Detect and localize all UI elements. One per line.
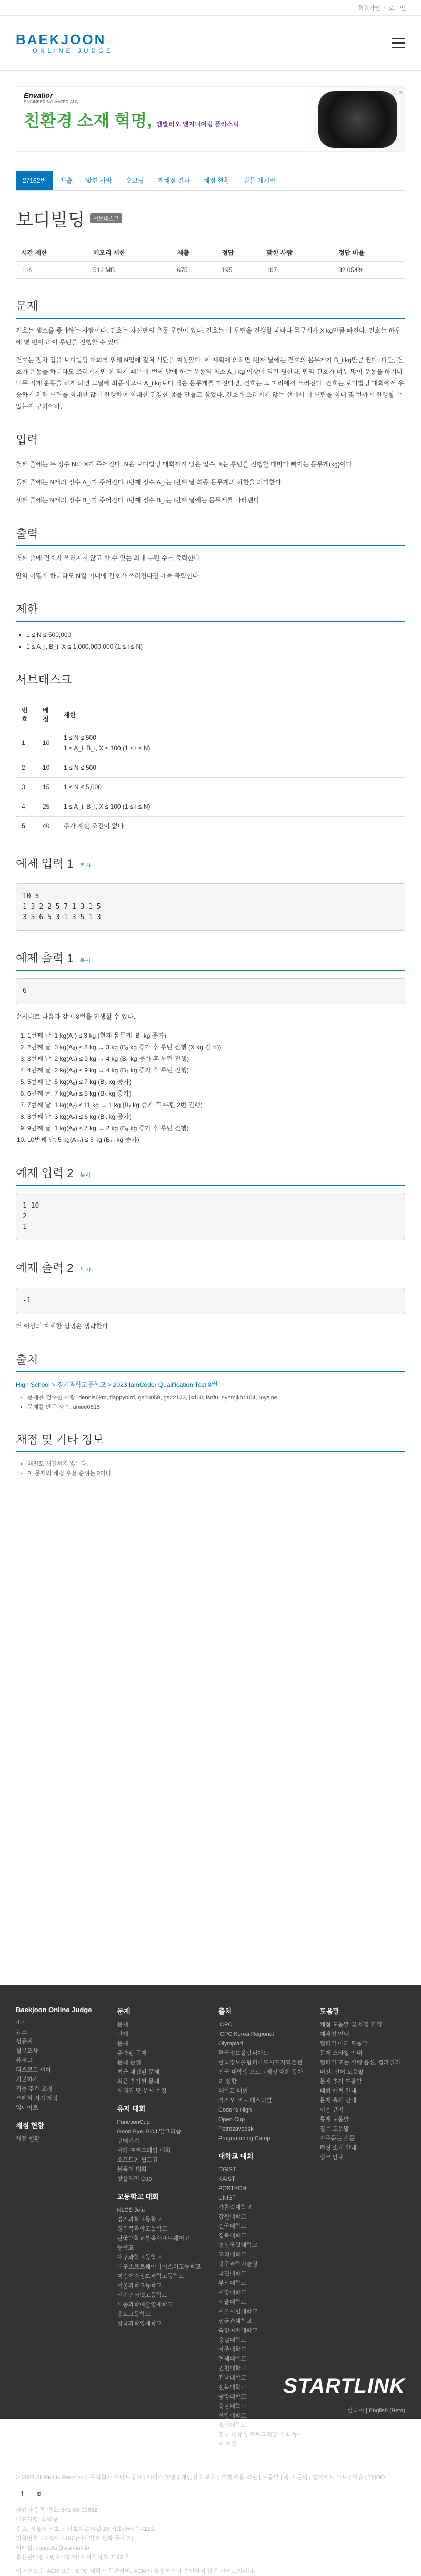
footer-link[interactable]: 국민대학교 (218, 2271, 247, 2277)
footer-link[interactable]: 최근 채점된 문제 (117, 2069, 159, 2075)
subtask-score: 15 (37, 778, 58, 797)
top-bar (0, 0, 421, 16)
footer-link[interactable]: 채점 현황 (16, 2136, 40, 2142)
tags-block (16, 1459, 405, 1478)
footer-link[interactable]: 소개 (16, 2020, 27, 2026)
limit-list (26, 629, 405, 652)
list-item: • 문제를 만든 사람: ahiee0815 (27, 1403, 405, 1412)
signup-link[interactable]: 회원가입 (358, 5, 381, 12)
copy-button[interactable]: 복사 (79, 1172, 91, 1179)
subtask-header: 제한 (58, 701, 405, 728)
subtask-limit: 1 ≤ A_i, B_i, X ≤ 100 (1 ≤ i ≤ N) (58, 797, 405, 817)
info-cell: 1 초 (16, 261, 88, 279)
section-description-heading: 문제 (16, 297, 405, 319)
footer-link[interactable]: 고려대학교 (218, 2252, 247, 2258)
sample-input-1-heading (16, 855, 405, 876)
info-header: 제출 (172, 244, 217, 262)
copy-button[interactable]: 복사 (79, 958, 91, 964)
footer-link[interactable]: 한양대학교 (218, 2413, 247, 2419)
ad-brand-sub: ENGINEERING MATERIALS (24, 100, 78, 104)
source-link[interactable]: High School > 경기과학고등학교 > 2023 IamCoder Qualification Test 8번 (16, 1381, 218, 1388)
footer-link[interactable]: 충남대학교 (218, 2403, 247, 2410)
footer-link[interactable]: 성균관대학교 (218, 2318, 252, 2324)
footer-link[interactable]: 연세대학교 (218, 2356, 247, 2362)
info-header: 메모리 제한 (88, 244, 172, 262)
copyright: © 2023 All Rights Reserved. 주식회사 스타트링크 | 서비스 약관 | 개인정보 보호 | 결제 이용 약관 | 도움말 | 광고 문의 | 업데이트 노트 | 이슈 | TODO (16, 2474, 385, 2481)
tab-submit[interactable]: 제출 (59, 177, 73, 184)
header (0, 16, 421, 71)
footer-link[interactable]: 숭실대학교 (218, 2337, 247, 2343)
info-cell[interactable]: 167 (261, 261, 333, 279)
footer-link[interactable]: 강원대학교 (218, 2214, 247, 2220)
footer-link[interactable]: 재채점 안내 (319, 2031, 349, 2037)
footer-link[interactable]: 숙명여자대학교 (218, 2328, 258, 2334)
subtask-limit-line: 1 ≤ A_i, B_i, X ≤ 100 (1 ≤ i ≤ N) (64, 744, 151, 752)
ad-close-icon[interactable]: ⓘ ✕ (391, 90, 403, 96)
footer-link[interactable]: 구데기컵 (117, 2138, 140, 2144)
section-input-heading: 입력 (16, 431, 405, 452)
logo-main: BAEKJOON (16, 32, 106, 47)
ad-image (318, 91, 397, 148)
description-paragraph: 건호는 점차 입을 보디빌딩 대회를 위해 N일에 걸쳐 식단을 짜놓았다. 이 계획에 의하면 i번째 날에는 건호의 몸무게가 B_i kg만큼 찐다. 다만, 건호가 운동을 하더라도 쓰러지지만 한 되기 때문에 i번째 날에 하는 운동의 최소 A_i kg 이상이 되길 원한다. 만약 건호가 너무 많이 운동을 하거나 너무 적게 운동을 하게 되면 그날에 최종적으로 A_i kg보다 작은 몸무게를 가진다면, 건호는 그 자리에서 쓰러진다. 건호는 보디빌딩 대회에서 우승하기 위해 루틴을 최대한 많이 진행하여 최대한 건강한 몸을 만들고 싶었다. 건호가 쓰러지지 않는 선에서 이 루틴을 최대 몇 번까지 진행할 수 있는지 구하여라. (16, 356, 404, 410)
subtask-badge[interactable]: 서브태스크 (90, 213, 122, 223)
footer-col-title: 도움말 (319, 2007, 340, 2015)
subtask-score: 40 (37, 817, 58, 836)
tab-solvers[interactable]: 맞힌 사람 (86, 177, 112, 184)
language-selector[interactable]: 한국어 | English (Beta) (347, 2408, 405, 2414)
list-item: • 이 문제의 채점 우선 순위는 2이다. (27, 1469, 405, 1478)
footer-link[interactable]: 채점 도움말 및 채점 환경 (319, 2022, 382, 2028)
input-paragraph: 둘째 줄에는 N개의 정수 A_i가 주어진다. i번째 정수 A_i는 i번째 날 최종 몸무게의 하한을 의미한다. (16, 479, 283, 486)
footer-col-boj (16, 2006, 102, 2449)
footer-link[interactable]: 가톨릭대학교 (218, 2204, 252, 2211)
subtask-no: 3 (16, 778, 37, 797)
copy-button[interactable]: 복사 (79, 1267, 91, 1274)
footer-link[interactable]: 문제 스타일 안내 (319, 2050, 362, 2056)
section-limit-heading: 제한 (16, 601, 405, 622)
ad-brand: Envalior (24, 91, 53, 100)
footer-link[interactable]: 서울시립대학교 (218, 2309, 258, 2315)
startlink-logo[interactable]: STARTLINK (283, 2374, 405, 2398)
ad-text-green: 친환경 소재 혁명, (24, 111, 152, 130)
sample-input-2-heading (16, 1165, 405, 1186)
footer-link[interactable]: 중앙대학교 (218, 2394, 247, 2400)
footer-link[interactable]: Petrozavodsk (218, 2126, 254, 2132)
sample-input-1-title: 예제 입력 1 (16, 857, 74, 870)
subtask-header: 배점 (37, 701, 58, 728)
footer-link[interactable]: Good Bye, BOJ 알고리즘 (117, 2129, 182, 2135)
footer-link[interactable]: 링크 안내 (319, 2154, 344, 2161)
github-icon[interactable]: ⊙ (33, 2488, 45, 2500)
footer-link[interactable]: UNIST (218, 2195, 236, 2201)
info-cell: 195 (216, 261, 261, 279)
section-subtask-heading: 서브태스크 (16, 671, 405, 692)
footer-link[interactable]: 컴파일 또는 실행 옵션, 컴파일러 버전, 언어 도움말 (319, 2060, 400, 2075)
footer-link[interactable]: 경기북과학고등학교 (117, 2226, 168, 2232)
footer (0, 1985, 421, 2574)
footer-link[interactable]: 선린인터넷고등학교 (117, 2292, 168, 2299)
footer-link[interactable]: 카카오 코드 페스티벌 (218, 2097, 272, 2104)
footer-link[interactable]: 단계 (117, 2031, 128, 2037)
output-paragraph: 첫째 줄에 건호가 쓰러지지 않고 할 수 있는 최대 루틴 수를 출력한다. (16, 554, 202, 562)
table-row (16, 817, 405, 836)
subtask-no: 2 (16, 758, 37, 778)
footer-link[interactable]: FunctionCup (117, 2119, 150, 2125)
list-item: • 문제를 검수한 사람: dennis6km, flappybird, gs20059, gs22123, jkd10, lsdfu, nyhmjkh1104, roysine (27, 1393, 405, 1403)
subtask-limit: 1 ≤ N ≤ 5,000 (58, 778, 405, 797)
tab-problem[interactable]: 27162번 (16, 171, 53, 190)
info-header: 정답 비율 (333, 244, 405, 262)
sample-output-2-title: 예제 출력 2 (16, 1261, 74, 1275)
footer-link[interactable]: 한국정보올림피아드 (218, 2050, 269, 2056)
footer-link[interactable]: 소프트콘 월드컵 (117, 2157, 158, 2163)
footer-link[interactable]: 송도고등학교 (117, 2311, 151, 2318)
problem-title: 보디빌딩 (16, 210, 85, 230)
footer-link[interactable]: 전국 대학생 프로그래밍 대회 동아리 연합 (218, 2069, 303, 2085)
table-row (16, 728, 405, 758)
footer-col-title: 출처 (218, 2007, 232, 2015)
footer-link[interactable]: Olympiad (218, 2041, 243, 2047)
footer-col-title: 고등학교 대회 (117, 2193, 159, 2201)
info-header: 정답 (216, 244, 261, 262)
info-header: 시간 제한 (16, 244, 88, 262)
info-cell: 512 MB (88, 261, 172, 279)
list-item: 10. 10번째 날: 5 kg(A₁₀) ≤ 5 kg (B₁₀ kg 증가) (27, 1134, 405, 1146)
footer-link[interactable]: 경북대학교 (218, 2233, 247, 2239)
footer-link[interactable]: 런칭 소개 안내 (319, 2145, 357, 2151)
footer-link[interactable]: 한국정보올림피아드시도지역본선 (218, 2060, 303, 2066)
icpc-note: 이 사이트는 ACM 또는 ICPC 대회와 무관하며, ACM이 후원하거나 승인하지 않은 사이트입니다. (16, 2568, 255, 2574)
list-item: 6. 6번째 날: 7 kg(A₆) ≤ 8 kg (B₆ kg 증가) (27, 1088, 405, 1099)
footer-link[interactable]: 블로그 (16, 2057, 33, 2064)
sample-input-1: 10 5 1 3 2 2 5 7 1 3 1 5 3 5 6 5 3 1 3 5 1 3 (16, 883, 405, 931)
footer-link[interactable]: Programming Camp (218, 2135, 270, 2142)
footer-link[interactable]: ICPC Korea Regional (218, 2031, 274, 2037)
page-title (16, 205, 405, 231)
footer-link[interactable]: DGIST (218, 2166, 236, 2173)
footer-link[interactable]: 세종과학예술영재학교 (117, 2302, 173, 2308)
facebook-icon[interactable]: f (16, 2488, 28, 2500)
footer-link[interactable]: 부산대학교 (218, 2280, 247, 2286)
footer-link[interactable]: 대구소프트웨어마이스터고등학교 (117, 2264, 201, 2270)
subtask-no: 5 (16, 817, 37, 836)
footer-col-problems (117, 2006, 203, 2449)
footer-link[interactable]: 서울대학교 (218, 2299, 247, 2305)
footer-col-title: Baekjoon Online Judge (16, 2006, 92, 2014)
copy-button[interactable]: 복사 (79, 863, 91, 869)
subtask-score: 25 (37, 797, 58, 817)
list-item: 2. 2번째 날: 3 kg(A₂) ≤ 8 kg → 3 kg (B₂ kg 증가 후 루틴 진행 (X kg 감소)) (27, 1041, 405, 1053)
footer-link[interactable]: 대회 개최 안내 (319, 2088, 357, 2094)
footer-link[interactable]: 디스코드 서버 (16, 2067, 51, 2073)
subtask-no: 4 (16, 797, 37, 817)
footer-link[interactable]: Coder's High (218, 2107, 252, 2113)
tab-rejudge[interactable]: 재채점 결과 (157, 177, 190, 184)
company-line: 대표자명: 최백준 (16, 2517, 58, 2523)
footer-link[interactable]: 뉴스 (16, 2029, 27, 2035)
subtask-header: 번호 (16, 701, 37, 728)
logo[interactable] (16, 32, 113, 54)
footer-link[interactable]: 이다 프로그래밍 대회 (117, 2147, 171, 2154)
subtask-limit: 1 ≤ N ≤ 500 (58, 758, 405, 778)
footer-link[interactable]: 서울과학고등학교 (117, 2283, 162, 2289)
footer-link[interactable]: 경상국립대학교 (218, 2242, 258, 2249)
sample-output-2: -1 (16, 1288, 405, 1314)
problem-info-table (16, 244, 405, 279)
company-line: 이메일: contacts@startlink.io (16, 2545, 89, 2551)
tab-board[interactable]: 질문 게시판 (243, 177, 276, 184)
footer-link[interactable]: 문제 출제 안내 (319, 2097, 357, 2104)
output-paragraph: 만약 어떻게 하더라도 N일 이내에 건호가 쓰러진다면 -1을 출력한다. (16, 572, 201, 580)
footer-link[interactable]: 전남대학교 (218, 2375, 247, 2381)
sample-output-1: 6 (16, 978, 405, 1004)
explanation-steps (27, 1030, 405, 1146)
footer-link[interactable]: 최근 추가된 문제 (117, 2078, 159, 2085)
footer-link[interactable]: 문제 (117, 2041, 128, 2047)
footer-link[interactable]: 문제 추가 도움말 (319, 2078, 362, 2085)
table-row (16, 261, 405, 279)
footer-link[interactable]: 기능 추가 요청 (16, 2086, 53, 2092)
tab-status[interactable]: 채점 현황 (203, 177, 230, 184)
footer-link[interactable]: 아주대학교 (218, 2346, 247, 2353)
company-line: 전화번호: 02-521-0487 (이메일로 연락 주세요) (16, 2535, 134, 2542)
subtask-limit (58, 728, 405, 758)
explanation-2: 더 이상의 자세한 설명은 생략한다. (16, 1322, 110, 1330)
description-paragraph: 건호는 헬스를 좋아하는 사람이다. 건호는 자신만의 운동 루틴이 있다. 건호는 이 루틴을 진행할 때마다 몸무게가 X kg만큼 빠진다. 건호는 하루에 몇 번이고 이 루틴을 진행할 수 있다. (16, 327, 401, 346)
footer-link[interactable]: 자주묻는 질문 (319, 2135, 355, 2142)
table-row (16, 758, 405, 778)
footer-link[interactable]: POSTECH (218, 2185, 247, 2192)
list-item: 7. 7번째 날: 1 kg(A₇) ≤ 11 kg → 1 kg (B₇ kg 증가 후 루틴 2번 진행) (27, 1099, 405, 1111)
footer-link[interactable]: 스페셜 저지 제작 (16, 2095, 58, 2102)
footer-link[interactable]: 핫플레인 Cup (117, 2176, 152, 2182)
info-cell: 32.054% (333, 261, 405, 279)
footer-link[interactable]: 대학교 대회 (218, 2088, 248, 2094)
sample-input-2-title: 예제 입력 2 (16, 1167, 74, 1180)
table-row (16, 797, 405, 817)
ad-banner[interactable] (16, 86, 405, 152)
footer-link[interactable]: 인천대학교 (218, 2365, 247, 2372)
social-links (16, 2488, 405, 2500)
footer-link[interactable]: Open Cup (218, 2116, 245, 2123)
footer-link[interactable]: 대구과학고등학교 (117, 2254, 162, 2261)
company-line: 주소: 서울시 서초구 서초대로74길 29 서초파라곤 412호 (16, 2526, 156, 2532)
footer-col-title: 문제 (117, 2007, 131, 2015)
list-item: • 1 ≤ A_i, B_i, X ≤ 1,000,000,000 (1 ≤ i ≤ N) (26, 641, 405, 652)
divider: / (384, 4, 386, 11)
footer-link[interactable]: 광주과학기술원 (218, 2261, 258, 2267)
footer-link[interactable]: 전북대학교 (218, 2384, 247, 2391)
footer-link[interactable]: KAIST (218, 2176, 235, 2182)
footer-link[interactable]: 통계 도움말 (319, 2116, 349, 2123)
sample-output-2-heading (16, 1259, 405, 1280)
footer-link[interactable]: 재채점 및 문제 수정 (117, 2088, 167, 2094)
footer-link[interactable]: 업데이트 (16, 2105, 38, 2111)
list-item: 9. 9번째 날: 1 kg(A₉) ≤ 7 kg → 2 kg (B₉ kg 증가 후 루틴 진행) (27, 1122, 405, 1134)
tab-short-coding[interactable]: 숏코딩 (125, 177, 144, 184)
subtask-score: 10 (37, 728, 58, 758)
footer-link[interactable]: ICPC (218, 2022, 233, 2028)
footer-link[interactable]: 이용 규칙 (319, 2107, 344, 2113)
company-line: 사업자 등록 번호: 541-88-00682 (16, 2507, 98, 2513)
source-block (16, 1379, 405, 1412)
footer-link[interactable]: 전국 대학생 프로그래밍 대회 동아리 연합 (218, 2432, 303, 2448)
list-item: 1. 1번째 날: 1 kg(A₁) ≤ 3 kg (현재 몸무게, B₁ kg 증가) (27, 1030, 405, 1041)
subtask-score: 10 (37, 758, 58, 778)
footer-link[interactable]: 홍익대학교 (218, 2422, 247, 2429)
list-item: 8. 8번째 날: 3 kg(A₈) ≤ 6 kg (B₈ kg 증가) (27, 1111, 405, 1122)
list-item: • 1 ≤ N ≤ 500,000 (26, 629, 405, 641)
subtask-table (16, 701, 405, 836)
footer-link[interactable]: 설문조사 (16, 2048, 38, 2054)
footer-link[interactable]: 경기과학고등학교 (117, 2216, 162, 2223)
footer-link[interactable]: 문제 순위 (117, 2060, 142, 2066)
subtask-limit: 추가 제한 조건이 없다. (58, 817, 405, 836)
info-header: 맞힌 사람 (261, 244, 333, 262)
footer-col-title: 채점 현황 (16, 2122, 44, 2130)
section-source-heading: 출처 (16, 1351, 405, 1372)
logo-sub: ONLINE JUDGE (33, 48, 114, 54)
input-paragraph: 첫째 줄에는 두 정수 N과 X가 주어진다. N은 보디빌딩 대회까지 남은 일수, X는 루틴을 진행할 때마다 빠지는 몸무게(kg)이다. (16, 461, 354, 468)
footer-link[interactable]: 기본하기 (16, 2076, 38, 2083)
footer-link[interactable]: 추가된 문제 (117, 2050, 147, 2056)
table-row (16, 778, 405, 797)
subtask-no: 1 (16, 728, 37, 758)
footer-link[interactable]: 한국과학영재학교 (117, 2321, 162, 2327)
footer-link[interactable]: NLCS Jeju (117, 2207, 145, 2213)
list-item: 5. 5번째 날: 5 kg(A₅) ≤ 7 kg (B₅ kg 증가) (27, 1076, 405, 1088)
footer-col-title: 대학교 대회 (218, 2152, 254, 2160)
login-link[interactable]: 로그인 (388, 5, 405, 12)
footer-link[interactable]: 질문 도움말 (319, 2126, 349, 2132)
list-item: 3. 3번째 날: 2 kg(A₃) ≤ 9 kg → 4 kg (B₃ kg 증가 후 루틴 진행) (27, 1053, 405, 1065)
sample-input-2: 1 10 2 1 (16, 1193, 405, 1240)
info-cell[interactable]: 675 (172, 261, 217, 279)
menu-icon[interactable] (392, 38, 405, 48)
explanation-intro: 순서대로 다음과 같이 8번을 진행할 수 있다. (16, 1013, 136, 1020)
footer-link[interactable]: 불뚝이 대회 (117, 2166, 147, 2173)
input-paragraph: 셋째 줄에는 N개의 정수 B_i가 주어진다. i번째 정수 B_i는 i번째 날에는 몸무게를 나타낸다. (16, 496, 262, 504)
list-item: 4. 4번째 날: 2 kg(A₄) ≤ 9 kg → 4 kg (B₄ kg 증가 후 루틴 진행) (27, 1065, 405, 1076)
ad-text-purple: 엔발리오 엔지니어링 플라스틱 (156, 121, 239, 128)
footer-link[interactable]: 단국대학교부속소프트웨어고 (117, 2235, 190, 2242)
footer-link[interactable]: 생중계 (16, 2038, 33, 2045)
subtask-limit-line: 1 ≤ N ≤ 500 (64, 734, 96, 741)
footer-col-title: 유저 대회 (117, 2105, 146, 2113)
footer-bottom (16, 2464, 405, 2576)
sample-output-1-title: 예제 출력 1 (16, 952, 74, 965)
section-tags-heading: 채점 및 기타 정보 (16, 1431, 405, 1452)
list-item: • 채점도 채점하지 않는다. (27, 1459, 405, 1469)
section-output-heading: 출력 (16, 525, 405, 546)
footer-link[interactable]: 문제 (117, 2022, 128, 2028)
footer-link[interactable]: 서강대학교 (218, 2290, 247, 2296)
footer-link[interactable]: 건국대학교 (218, 2223, 247, 2230)
footer-link[interactable]: 컴파일 에러 도움말 (319, 2041, 368, 2047)
company-line: 통신판매신고번호: 제 2017-서울서초-2193 호 (16, 2554, 131, 2561)
footer-link[interactable]: 미림여자정보과학고등학교 (117, 2273, 185, 2280)
problem-tabs (16, 167, 405, 191)
footer-link[interactable]: 등학교 (117, 2245, 134, 2251)
sample-output-1-heading (16, 950, 405, 971)
